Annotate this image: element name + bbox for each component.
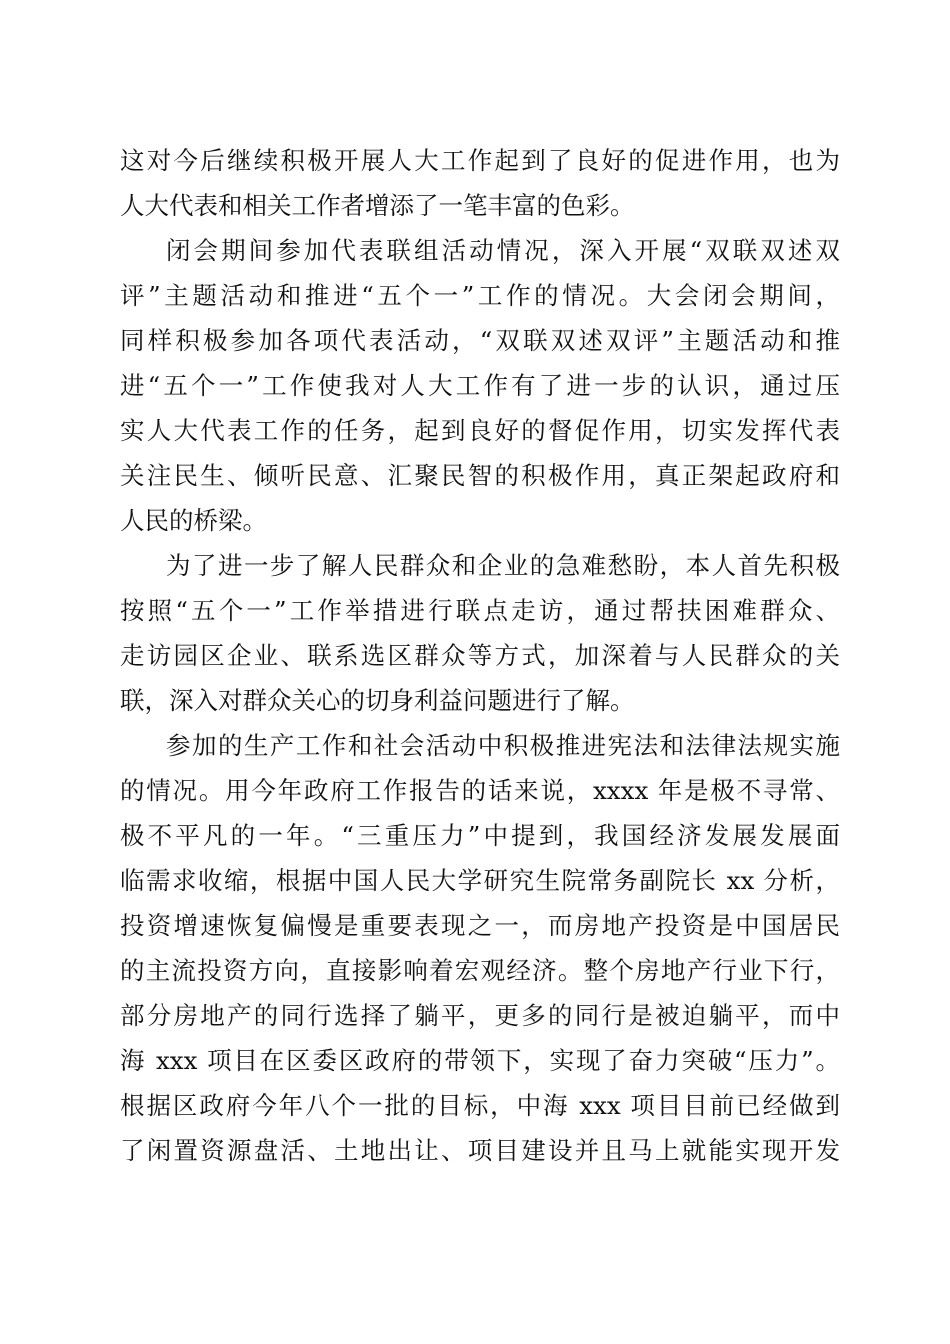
text-line: 海 xxx 项目在区委区政府的带领下，实现了奋力突破“压力”。 [120, 1046, 840, 1075]
text-line: 走访园区企业、联系选区群众等方式，加深着与人民群众的关 [120, 641, 840, 670]
text-line: 极不平凡的一年。“三重压力”中提到，我国经济发展发展面 [120, 821, 840, 850]
text-line: 人大代表和相关工作者增添了一笔丰富的色彩。 [120, 191, 635, 220]
text-line: 部分房地产的同行选择了躺平，更多的同行是被迫躺平，而中 [120, 1001, 840, 1030]
text-line: 进“五个一”工作使我对人大工作有了进一步的认识，通过压 [120, 371, 840, 400]
text-line: 根据区政府今年八个一批的目标，中海 xxx 项目目前已经做到 [120, 1091, 840, 1120]
text-line: 参加的生产工作和社会活动中积极推进宪法和法律法规实施 [166, 731, 840, 760]
text-line: 投资增速恢复偏慢是重要表现之一，而房地产投资是中国居民 [120, 911, 840, 940]
text-line: 的情况。用今年政府工作报告的话来说，xxxx 年是极不寻常、 [120, 776, 840, 805]
text-line: 的主流投资方向，直接影响着宏观经济。整个房地产行业下行， [120, 956, 840, 985]
text-line: 同样积极参加各项代表活动，“双联双述双评”主题活动和推 [120, 326, 840, 355]
text-line: 人民的桥梁。 [120, 506, 267, 535]
text-line: 实人大代表工作的任务，起到良好的督促作用，切实发挥代表 [120, 416, 840, 445]
paragraph-4 [120, 723, 840, 1173]
document-body [120, 138, 840, 1173]
text-line: 临需求收缩，根据中国人民大学研究生院常务副院长 xx 分析， [120, 866, 840, 895]
paragraph-2 [120, 228, 840, 543]
text-line: 了闲置资源盘活、土地出让、项目建设并且马上就能实现开发 [120, 1136, 840, 1165]
paragraph-3 [120, 543, 840, 723]
text-line: 这对今后继续积极开展人大工作起到了良好的促进作用，也为 [120, 146, 840, 175]
text-line: 评”主题活动和推进“五个一”工作的情况。大会闭会期间， [120, 281, 840, 310]
text-line: 关注民生、倾听民意、汇聚民智的积极作用，真正架起政府和 [120, 461, 840, 490]
paragraph-1 [120, 138, 840, 228]
text-line: 为了进一步了解人民群众和企业的急难愁盼，本人首先积极 [166, 551, 840, 580]
text-line: 闭会期间参加代表联组活动情况，深入开展“双联双述双 [166, 236, 840, 265]
text-line: 按照“五个一”工作举措进行联点走访，通过帮扶困难群众、 [120, 596, 840, 625]
text-line: 联，深入对群众关心的切身利益问题进行了解。 [120, 686, 635, 715]
